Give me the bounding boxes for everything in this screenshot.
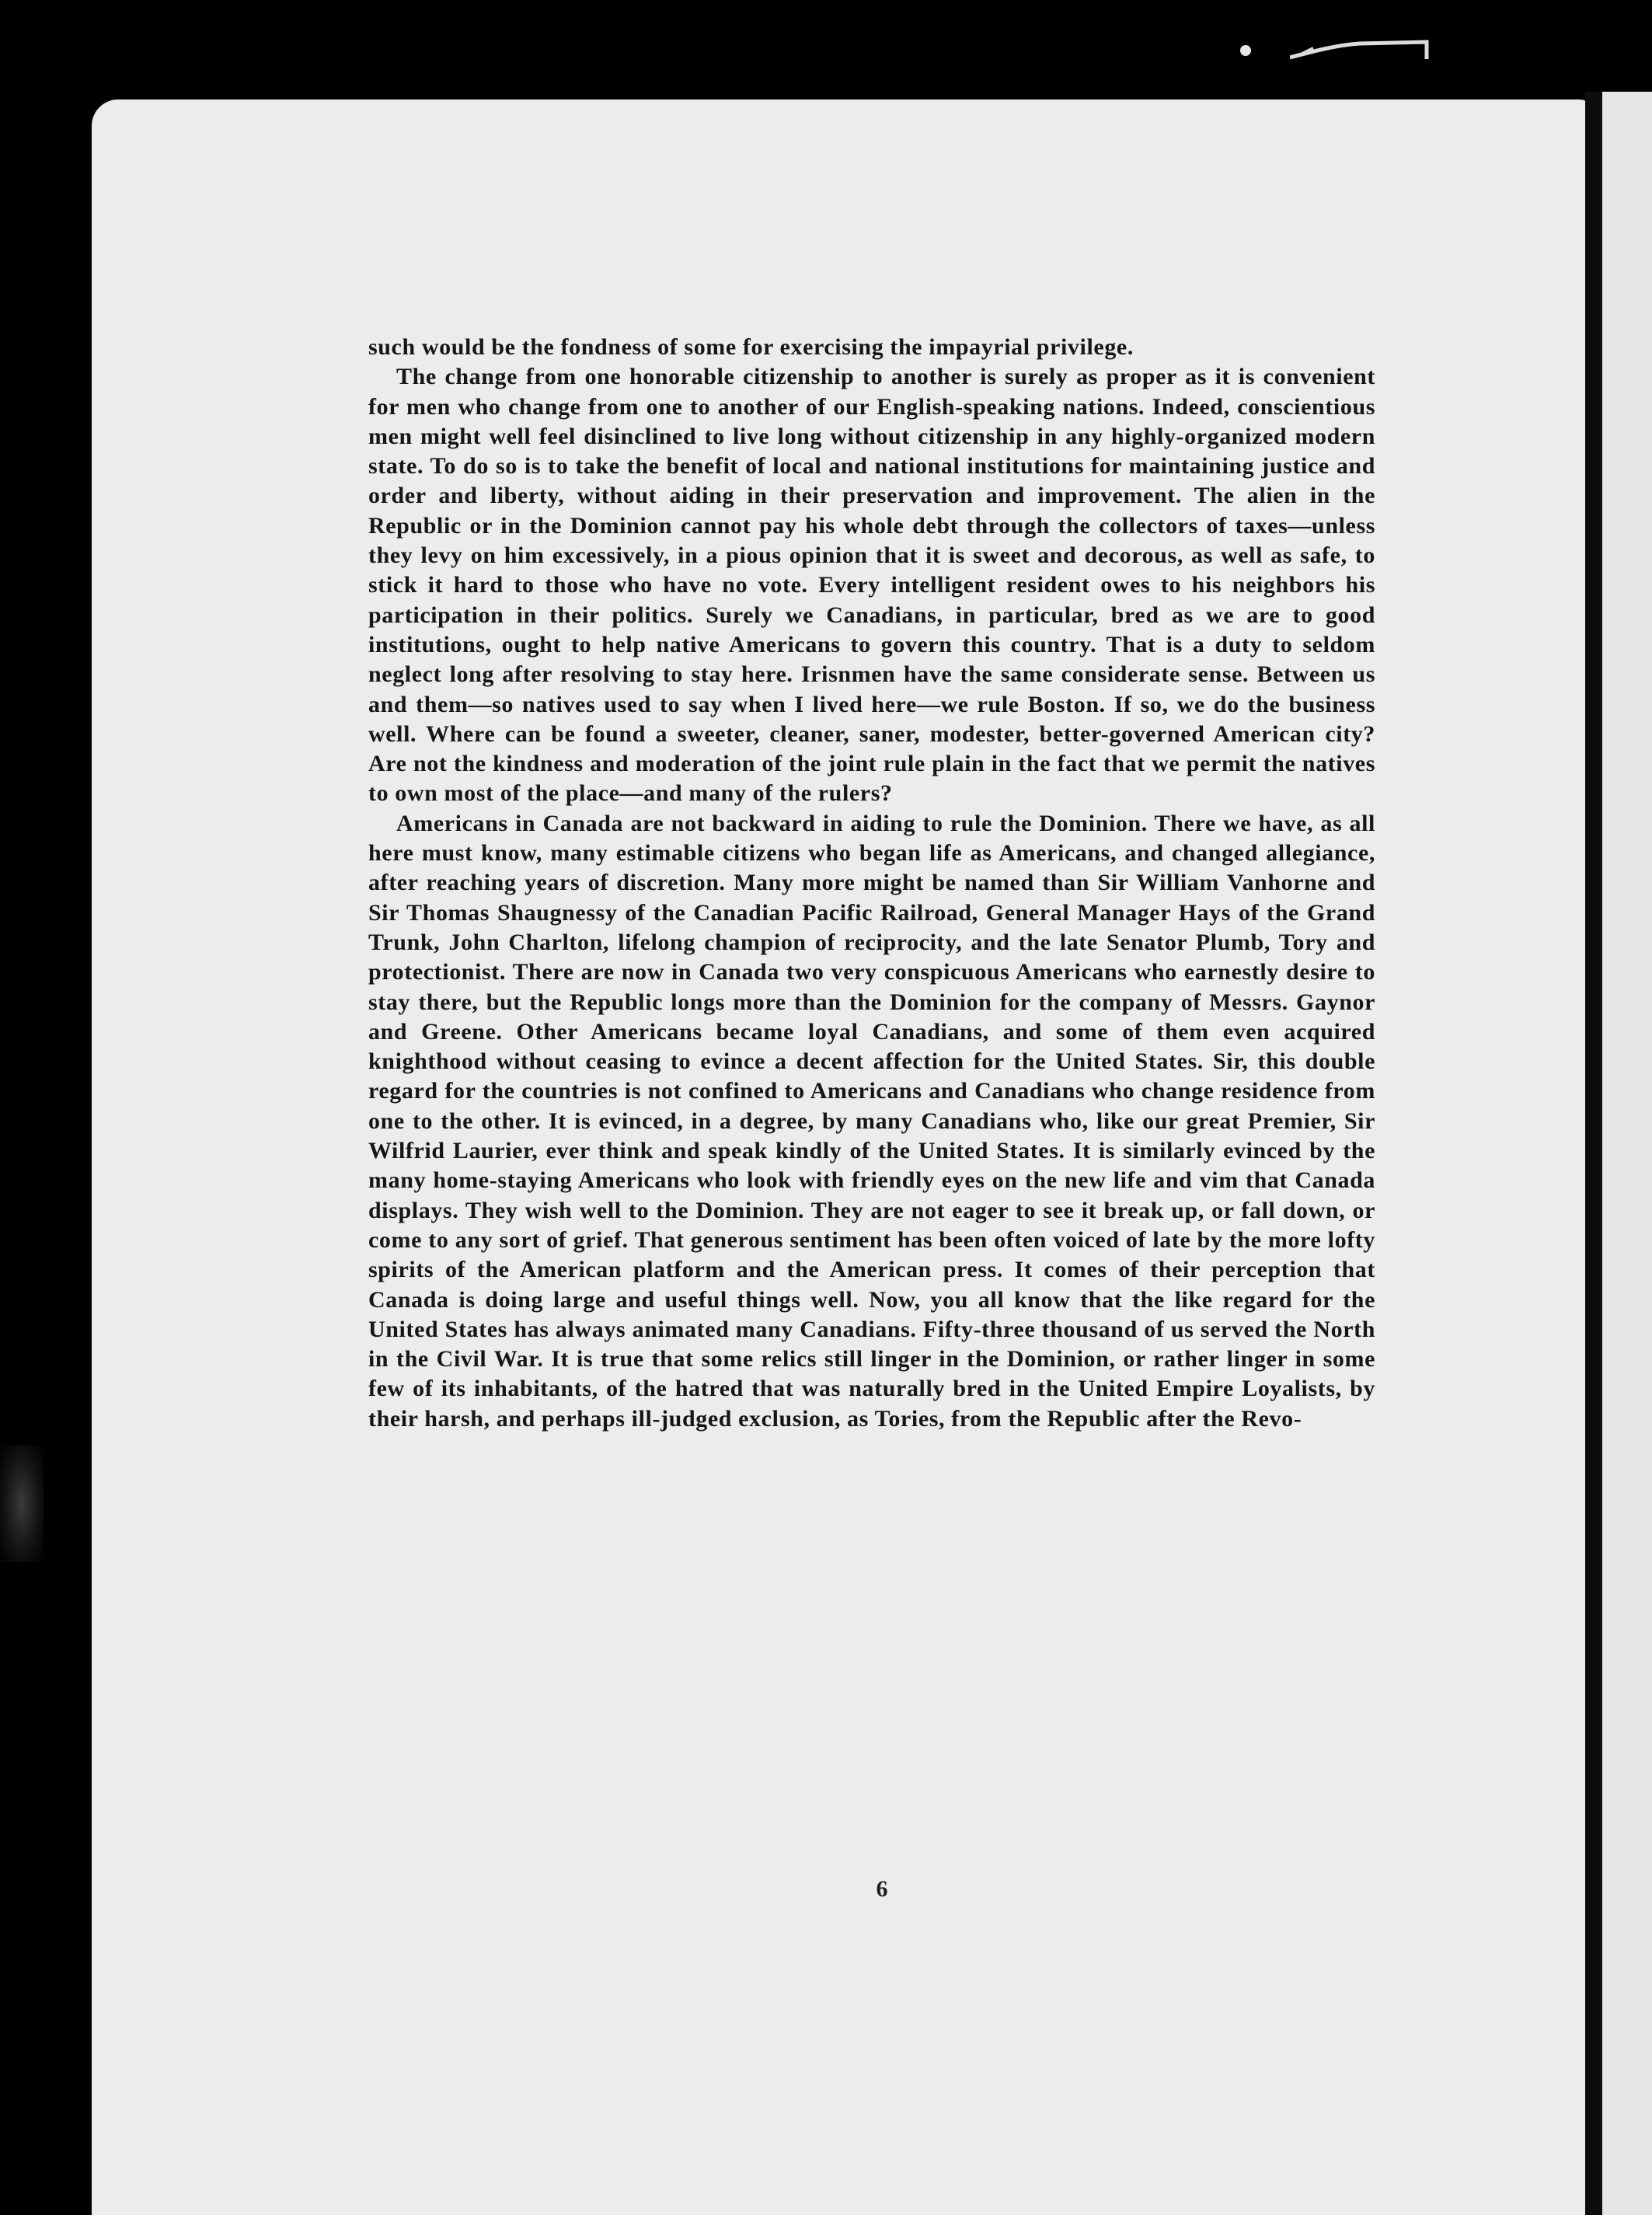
- paragraph-2: The change from one honorable citizenship to another is surely as proper as it is convenient for men who change from one to another of our English-speaking nations. Indeed, conscientious men might well feel disinclined to live long without citizenship in any highly-organized modern state. To do so is to take the benefit of local and national institutions for maintaining justice and order and liberty, without aiding in their preservation and improvement. The alien in the Republic or in the Dominion cannot pay his whole debt through the collectors of taxes—unless they levy on him excessively, in a pious opinion that it is sweet and decorous, as well as safe, to stick it hard to those who have no vote. Every intelligent resident owes to his neighbors his participation in their politics. Surely we Canadians, in particular, bred as we are to good institutions, ought to help native Americans to govern this country. That is a duty to seldom neglect long after resolving to stay here. Irisnmen have the same considerate sense. Between us and them—so natives used to say when I lived here—we rule Boston. If so, we do the business well. Where can be found a sweeter, cleaner, saner, modester, better-governed American city? Are not the kindness and moderation of the joint rule plain in the fact that we permit the natives to own most of the place—and many of the rulers?: [368, 364, 1375, 807]
- edge-smudge: [0, 1446, 44, 1562]
- body-text: [368, 333, 1375, 1434]
- dust-speck: [1240, 45, 1251, 56]
- page-number: 6: [876, 1876, 888, 1902]
- facing-page-edge: [1602, 92, 1652, 2215]
- paragraph-3: Americans in Canada are not backward in aiding to rule the Dominion. There we have, as all here must know, many estimable citizens who began life as Americans, and changed allegiance, after reaching years of discretion. Many more might be named than Sir William Vanhorne and Sir Thomas Shaugnessy of the Canadian Pacific Railroad, General Manager Hays of the Grand Trunk, John Charlton, lifelong champion of reciprocity, and the late Senator Plumb, Tory and protectionist. There are now in Canada two very conspicuous Americans who earnestly desire to stay there, but the Republic longs more than the Dominion for the company of Messrs. Gaynor and Greene. Other Americans became loyal Canadians, and some of them even acquired knighthood without ceasing to evince a decent affection for the United States. Sir, this double regard for the countries is not confined to Americans and Canadians who change residence from one to the other. It is evinced, in a degree, by many Canadians who, like our great Premier, Sir Wilfrid Laurier, ever think and speak kindly of the United States. It is similarly evinced by the many home-staying Americans who look with friendly eyes on the new life and vim that Canada displays. They wish well to the Dominion. They are not eager to see it break up, or fall down, or come to any sort of grief. That generous sentiment has been often voiced of late by the more lofty spirits of the American platform and the American press. It comes of their perception that Canada is doing large and useful things well. Now, you all know that the like regard for the United States has always animated many Canadians. Fifty-three thousand of us served the North in the Civil War. It is true that some relics still linger in the Dominion, or rather linger in some few of its inhabitants, of the hatred that was naturally bred in the United Empire Loyalists, by their harsh, and perhaps ill-judged exclusion, as Tories, from the Republic after the Revo-: [368, 810, 1375, 1432]
- paragraph-1: such would be the fondness of some for exercising the impayrial privilege.: [368, 334, 1134, 360]
- page-gutter: [1585, 92, 1602, 2215]
- margin-pen-mark: [1290, 37, 1430, 61]
